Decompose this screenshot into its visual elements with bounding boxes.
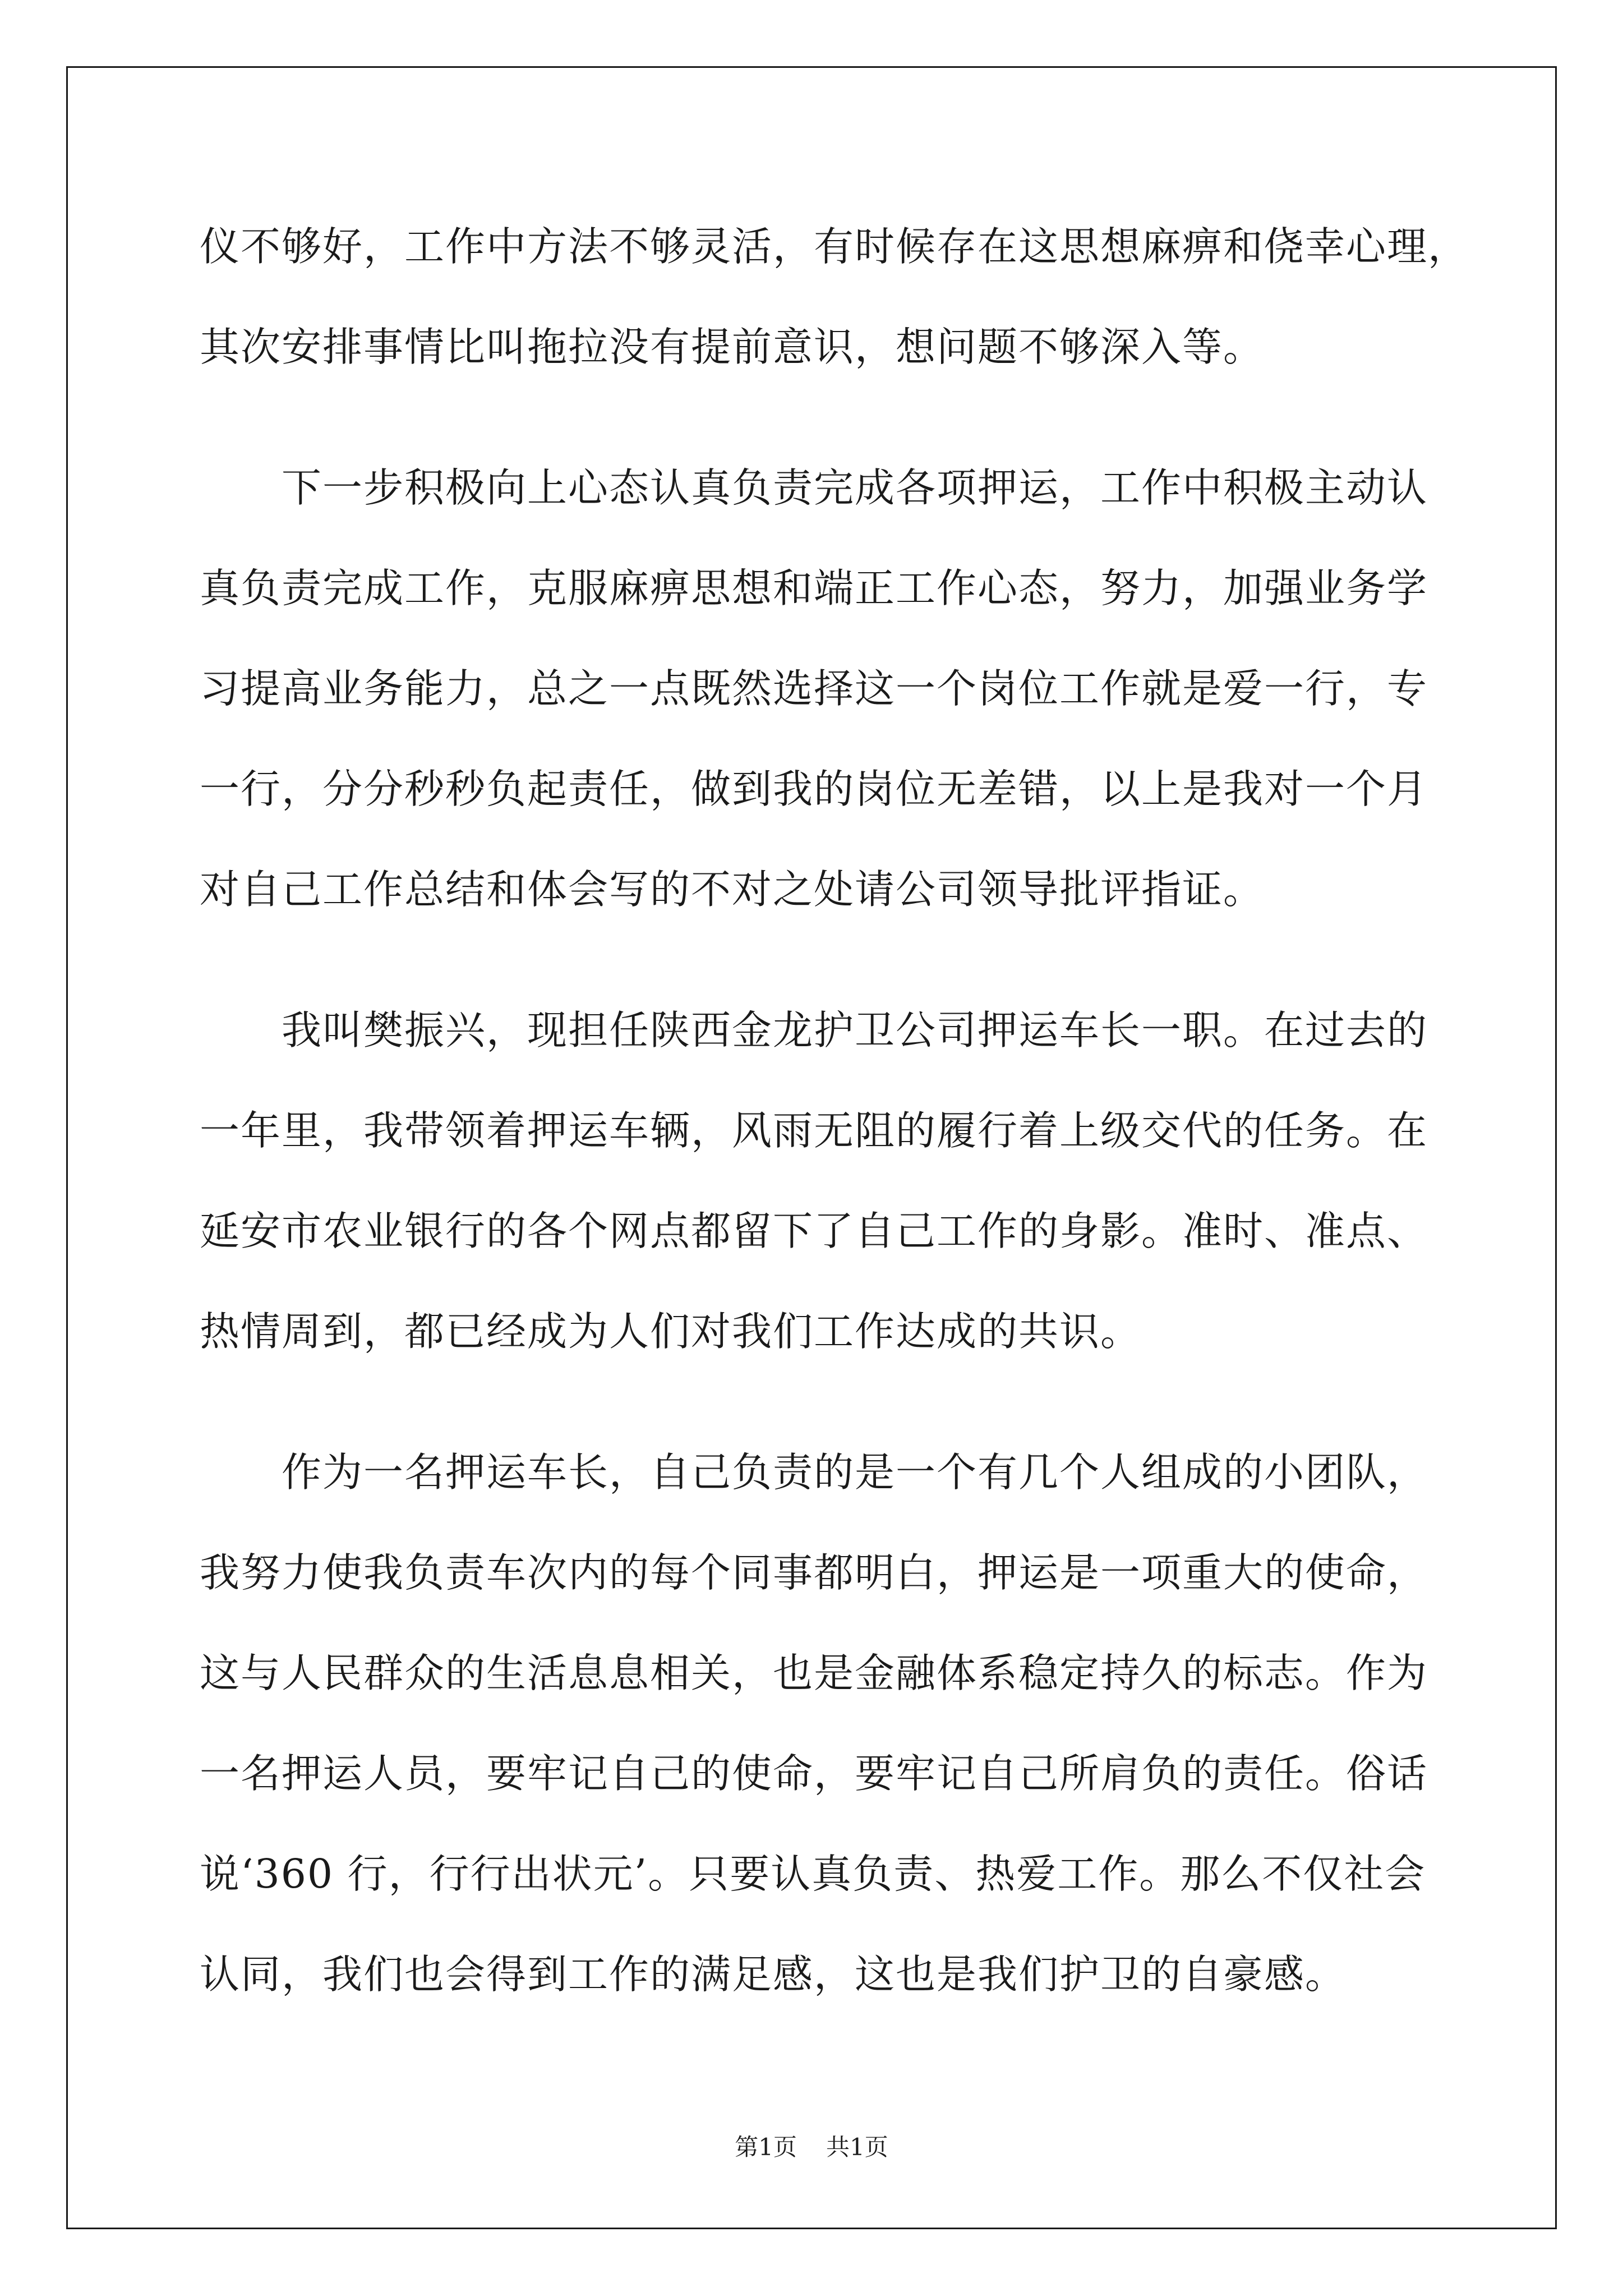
- text-line: 一行，分分秒秒负起责任，做到我的岗位无差错，以上是我对一个月: [200, 766, 1428, 812]
- text-line: 延安市农业银行的各个网点都留下了自己工作的身影。准时、准点、: [200, 1208, 1428, 1254]
- text-line: 对自己工作总结和体会写的不对之处请公司领导批评指证。: [200, 866, 1265, 913]
- paragraph-2: [200, 438, 1433, 940]
- text-line: 说‘360 行，行行出状元’。只要认真负责、热爱工作。那么不仅社会: [200, 1851, 1426, 1897]
- paragraph-4: [200, 1422, 1433, 2024]
- text-line: 一年里，我带领着押运车辆，风雨无阻的履行着上级交代的任务。在: [200, 1107, 1428, 1154]
- page-footer: [0, 2129, 1623, 2162]
- text-line: 习提高业务能力，总之一点既然选择这一个岗位工作就是爱一行，专: [200, 665, 1428, 712]
- document-body: [200, 196, 1469, 2024]
- text-line: 热情周到，都已经成为人们对我们工作达成的共识。: [200, 1308, 1142, 1355]
- text-line: 其次安排事情比叫拖拉没有提前意识，想问题不够深入等。: [200, 324, 1265, 370]
- text-line: 认同，我们也会得到工作的满足感，这也是我们护卫的自豪感。: [200, 1951, 1347, 1998]
- text-line: 一名押运人员，要牢记自己的使命，要牢记自己所肩负的责任。俗话: [200, 1750, 1428, 1797]
- page-total: 共1页: [826, 2133, 888, 2161]
- page-number: 第1页: [735, 2133, 797, 2161]
- text-line: 我努力使我负责车次内的每个同事都明白，押运是一项重大的使命，: [200, 1549, 1428, 1596]
- text-line: 作为一名押运车长，自己负责的是一个有几个人组成的小团队，: [200, 1449, 1428, 1496]
- text-line: 下一步积极向上心态认真负责完成各项押运，工作中积极主动认: [200, 464, 1428, 511]
- text-line: 这与人民群众的生活息息相关，也是金融体系稳定持久的标志。作为: [200, 1650, 1428, 1696]
- text-line: 真负责完成工作，克服麻痹思想和端正工作心态，努力，加强业务学: [200, 565, 1428, 611]
- text-line: 仪不够好，工作中方法不够灵活，有时候存在这思想麻痹和侥幸心理，: [200, 223, 1469, 270]
- paragraph-1: [200, 196, 1469, 397]
- paragraph-3: [200, 980, 1433, 1382]
- text-line: 我叫樊振兴，现担任陕西金龙护卫公司押运车长一职。在过去的: [200, 1007, 1428, 1053]
